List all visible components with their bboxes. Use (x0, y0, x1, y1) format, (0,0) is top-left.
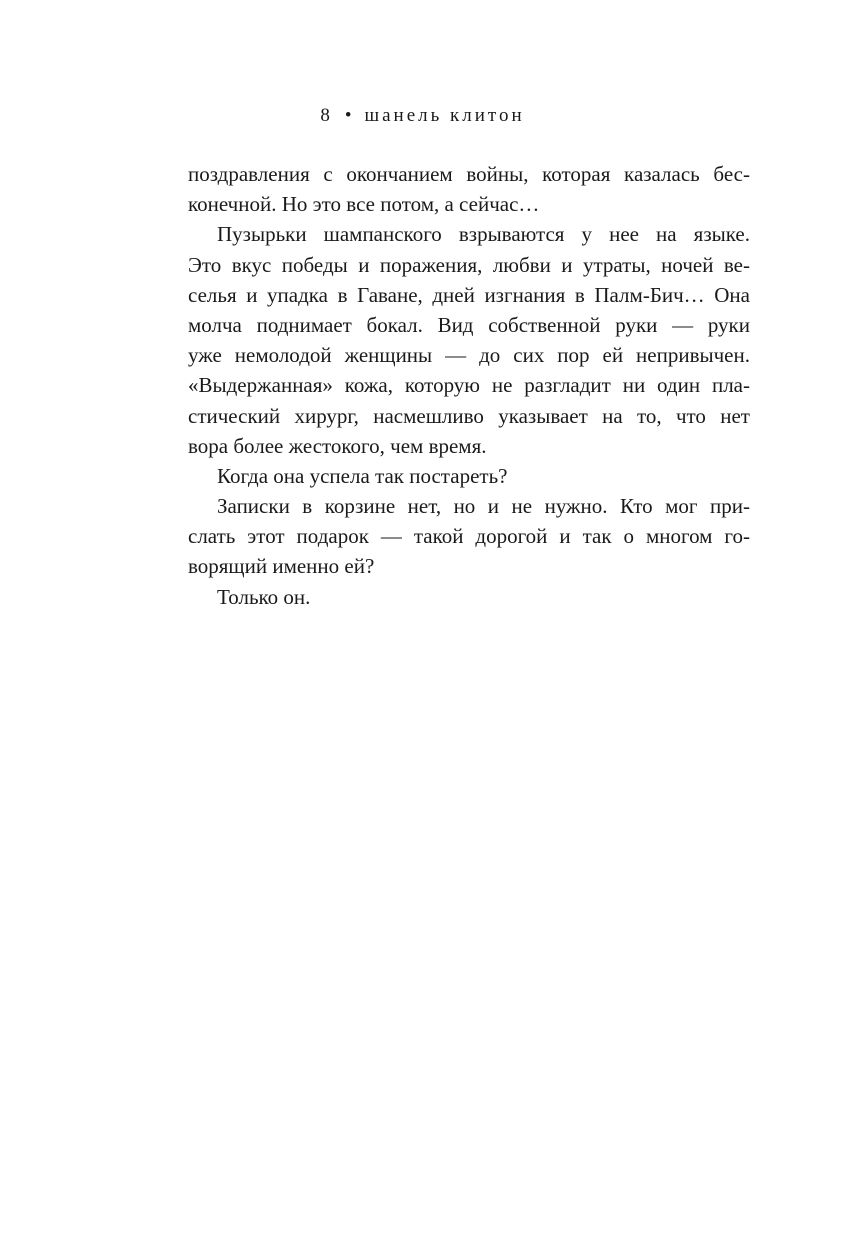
page-number: 8 (320, 105, 333, 126)
running-title: шанель клитон (364, 105, 525, 126)
text-line: Только он. (217, 584, 311, 609)
text-line: ворящий именно ей? (188, 554, 375, 579)
text-line: вора более жестокого, чем время. (188, 433, 487, 458)
text-line: уже немолодой женщины — до сих пор ей непривычен. (188, 343, 750, 368)
text-line: Записки в корзине нет, но и не нужно. Кто мог при- (217, 494, 750, 519)
text-line: селья и упадка в Гаване, дней изгнания в Палм-Бич… Она (188, 282, 750, 307)
text-line: Когда она успела так постареть? (217, 463, 508, 488)
body-text (188, 159, 750, 612)
text-line: молча поднимает бокал. Вид собственной руки — руки (188, 312, 750, 337)
text-line: «Выдержанная» кожа, которую не разгладит ни один пла- (188, 373, 750, 398)
text-line: Это вкус победы и поражения, любви и утраты, ночей ве- (188, 252, 750, 277)
text-line: Пузырьки шампанского взрываются у нее на языке. (217, 222, 750, 247)
text-line: поздравления с окончанием войны, которая казалась бес- (188, 162, 750, 186)
text-line: слать этот подарок — такой дорогой и так о многом го- (188, 524, 750, 549)
text-line: стический хирург, насмешливо указывает на то, что нет (188, 403, 750, 428)
running-head (0, 104, 845, 128)
header-separator: • (344, 105, 355, 126)
text-line: конечной. Но это все потом, а сейчас… (188, 192, 540, 217)
